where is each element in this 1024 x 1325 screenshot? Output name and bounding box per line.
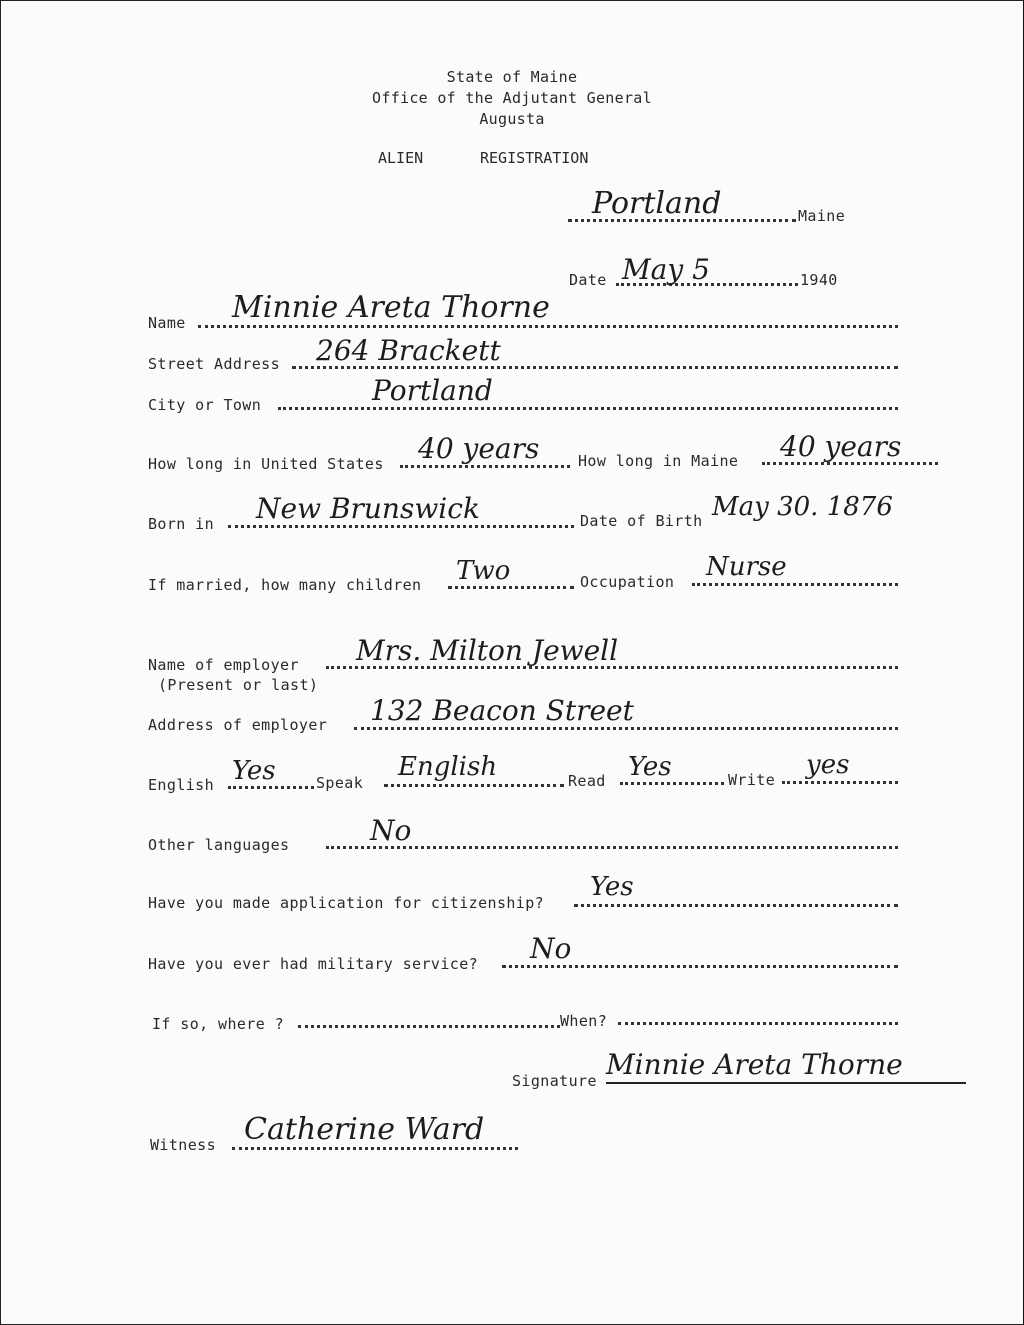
born-line [228, 525, 574, 528]
header-office: Office of the Adjutant General [372, 89, 652, 107]
witness-value[interactable]: Catherine Ward [244, 1112, 485, 1147]
place-value[interactable]: Portland [592, 186, 722, 221]
write-value[interactable]: yes [806, 750, 850, 780]
title-registration: REGISTRATION [480, 149, 589, 167]
children-line [448, 586, 574, 589]
employer-address-line [354, 727, 898, 730]
witness-label: Witness [150, 1136, 217, 1154]
city-line [278, 407, 898, 410]
where-label: If so, where ? [152, 1015, 285, 1033]
employer-address-label: Address of employer [148, 716, 328, 734]
other-languages-label: Other languages [148, 836, 290, 854]
employer-sublabel: (Present or last) [158, 676, 319, 694]
title-alien: ALIEN [378, 149, 424, 167]
street-value[interactable]: 264 Brackett [316, 334, 501, 367]
city-label: City or Town [148, 396, 262, 414]
employer-label: Name of employer [148, 656, 299, 674]
us-value[interactable]: 40 years [418, 432, 540, 465]
speak-line [384, 784, 564, 787]
born-value[interactable]: New Brunswick [256, 492, 480, 525]
english-line [228, 786, 314, 789]
name-value[interactable]: Minnie Areta Thorne [232, 290, 550, 325]
citizenship-line [574, 904, 898, 907]
us-line [400, 465, 570, 468]
write-line [782, 781, 898, 784]
children-label: If married, how many children [148, 576, 422, 594]
citizenship-label: Have you made application for citizenship? [148, 894, 545, 912]
other-languages-line [326, 846, 898, 849]
children-value[interactable]: Two [456, 556, 511, 586]
city-value[interactable]: Portland [372, 374, 493, 407]
military-line [502, 965, 898, 968]
military-label: Have you ever had military service? [148, 955, 479, 973]
other-languages-value[interactable]: No [370, 814, 412, 847]
when-label: When? [560, 1012, 608, 1030]
street-label: Street Address [148, 355, 281, 373]
occupation-value[interactable]: Nurse [706, 552, 787, 582]
dob-value[interactable]: May 30. 1876 [712, 492, 893, 522]
name-label: Name [148, 314, 186, 332]
english-label: English [148, 776, 215, 794]
read-line [620, 782, 724, 785]
us-label: How long in United States [148, 455, 384, 473]
maine-label: How long in Maine [578, 452, 739, 470]
dob-label: Date of Birth [580, 512, 703, 530]
signature-underline [606, 1082, 966, 1084]
place-suffix: Maine [798, 207, 846, 225]
occupation-line [692, 583, 898, 586]
when-line[interactable] [618, 1022, 898, 1025]
date-year: 1940 [800, 271, 838, 289]
occupation-label: Occupation [580, 573, 675, 591]
english-value[interactable]: Yes [232, 756, 276, 786]
header-state: State of Maine [446, 68, 578, 86]
born-label: Born in [148, 515, 215, 533]
header-city: Augusta [479, 110, 545, 128]
employer-address-value[interactable]: 132 Beacon Street [370, 694, 634, 727]
witness-line [232, 1147, 518, 1150]
employer-value[interactable]: Mrs. Milton Jewell [356, 634, 619, 667]
date-label: Date [569, 271, 607, 289]
date-value[interactable]: May 5 [622, 253, 710, 286]
citizenship-value[interactable]: Yes [590, 872, 634, 902]
name-line [198, 325, 898, 328]
speak-value[interactable]: English [398, 752, 498, 782]
military-value[interactable]: No [530, 932, 572, 965]
speak-label: Speak [316, 774, 364, 792]
maine-value[interactable]: 40 years [780, 430, 902, 463]
read-value[interactable]: Yes [628, 752, 672, 782]
write-label: Write [728, 771, 776, 789]
where-line[interactable] [298, 1025, 560, 1028]
signature-label: Signature [512, 1072, 597, 1090]
signature-value[interactable]: Minnie Areta Thorne [606, 1048, 903, 1081]
read-label: Read [568, 772, 606, 790]
